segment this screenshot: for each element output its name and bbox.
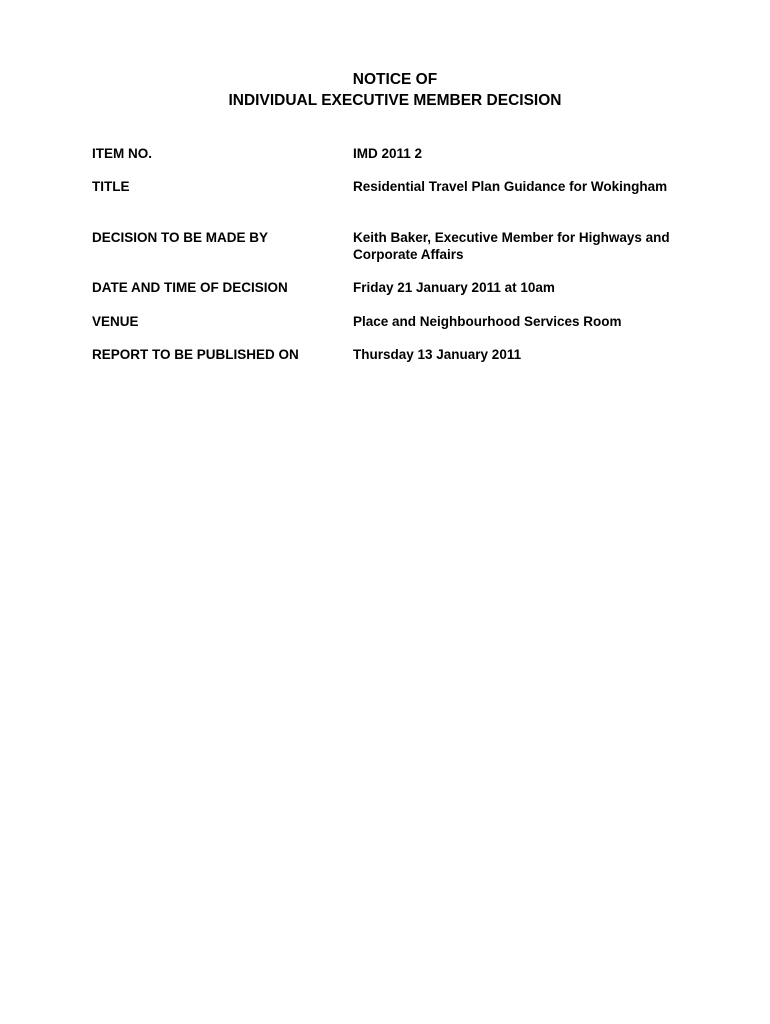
decision-date-label: DATE AND TIME OF DECISION <box>92 280 288 295</box>
publication-date-label: REPORT TO BE PUBLISHED ON <box>92 347 299 362</box>
title-value: Residential Travel Plan Guidance for Wokingham <box>353 179 668 194</box>
item-number-label: ITEM NO. <box>92 146 152 161</box>
publication-date-value: Thursday 13 January 2011 <box>353 347 522 362</box>
heading-line-2: INDIVIDUAL EXECUTIVE MEMBER DECISION <box>228 92 562 109</box>
notice-heading <box>0 69 770 111</box>
decision-date-value: Friday 21 January 2011 at 10am <box>353 280 555 295</box>
item-number-value: IMD 2011 2 <box>353 146 423 161</box>
venue-label: VENUE <box>92 314 139 329</box>
decision-maker-label: DECISION TO BE MADE BY <box>92 230 269 245</box>
heading-line-1: NOTICE OF <box>352 71 438 88</box>
decision-maker-value: Keith Baker, Executive Member for Highways and Corporate Affairs <box>353 230 670 262</box>
venue-value: Place and Neighbourhood Services Room <box>353 314 622 329</box>
title-label: TITLE <box>92 179 130 194</box>
